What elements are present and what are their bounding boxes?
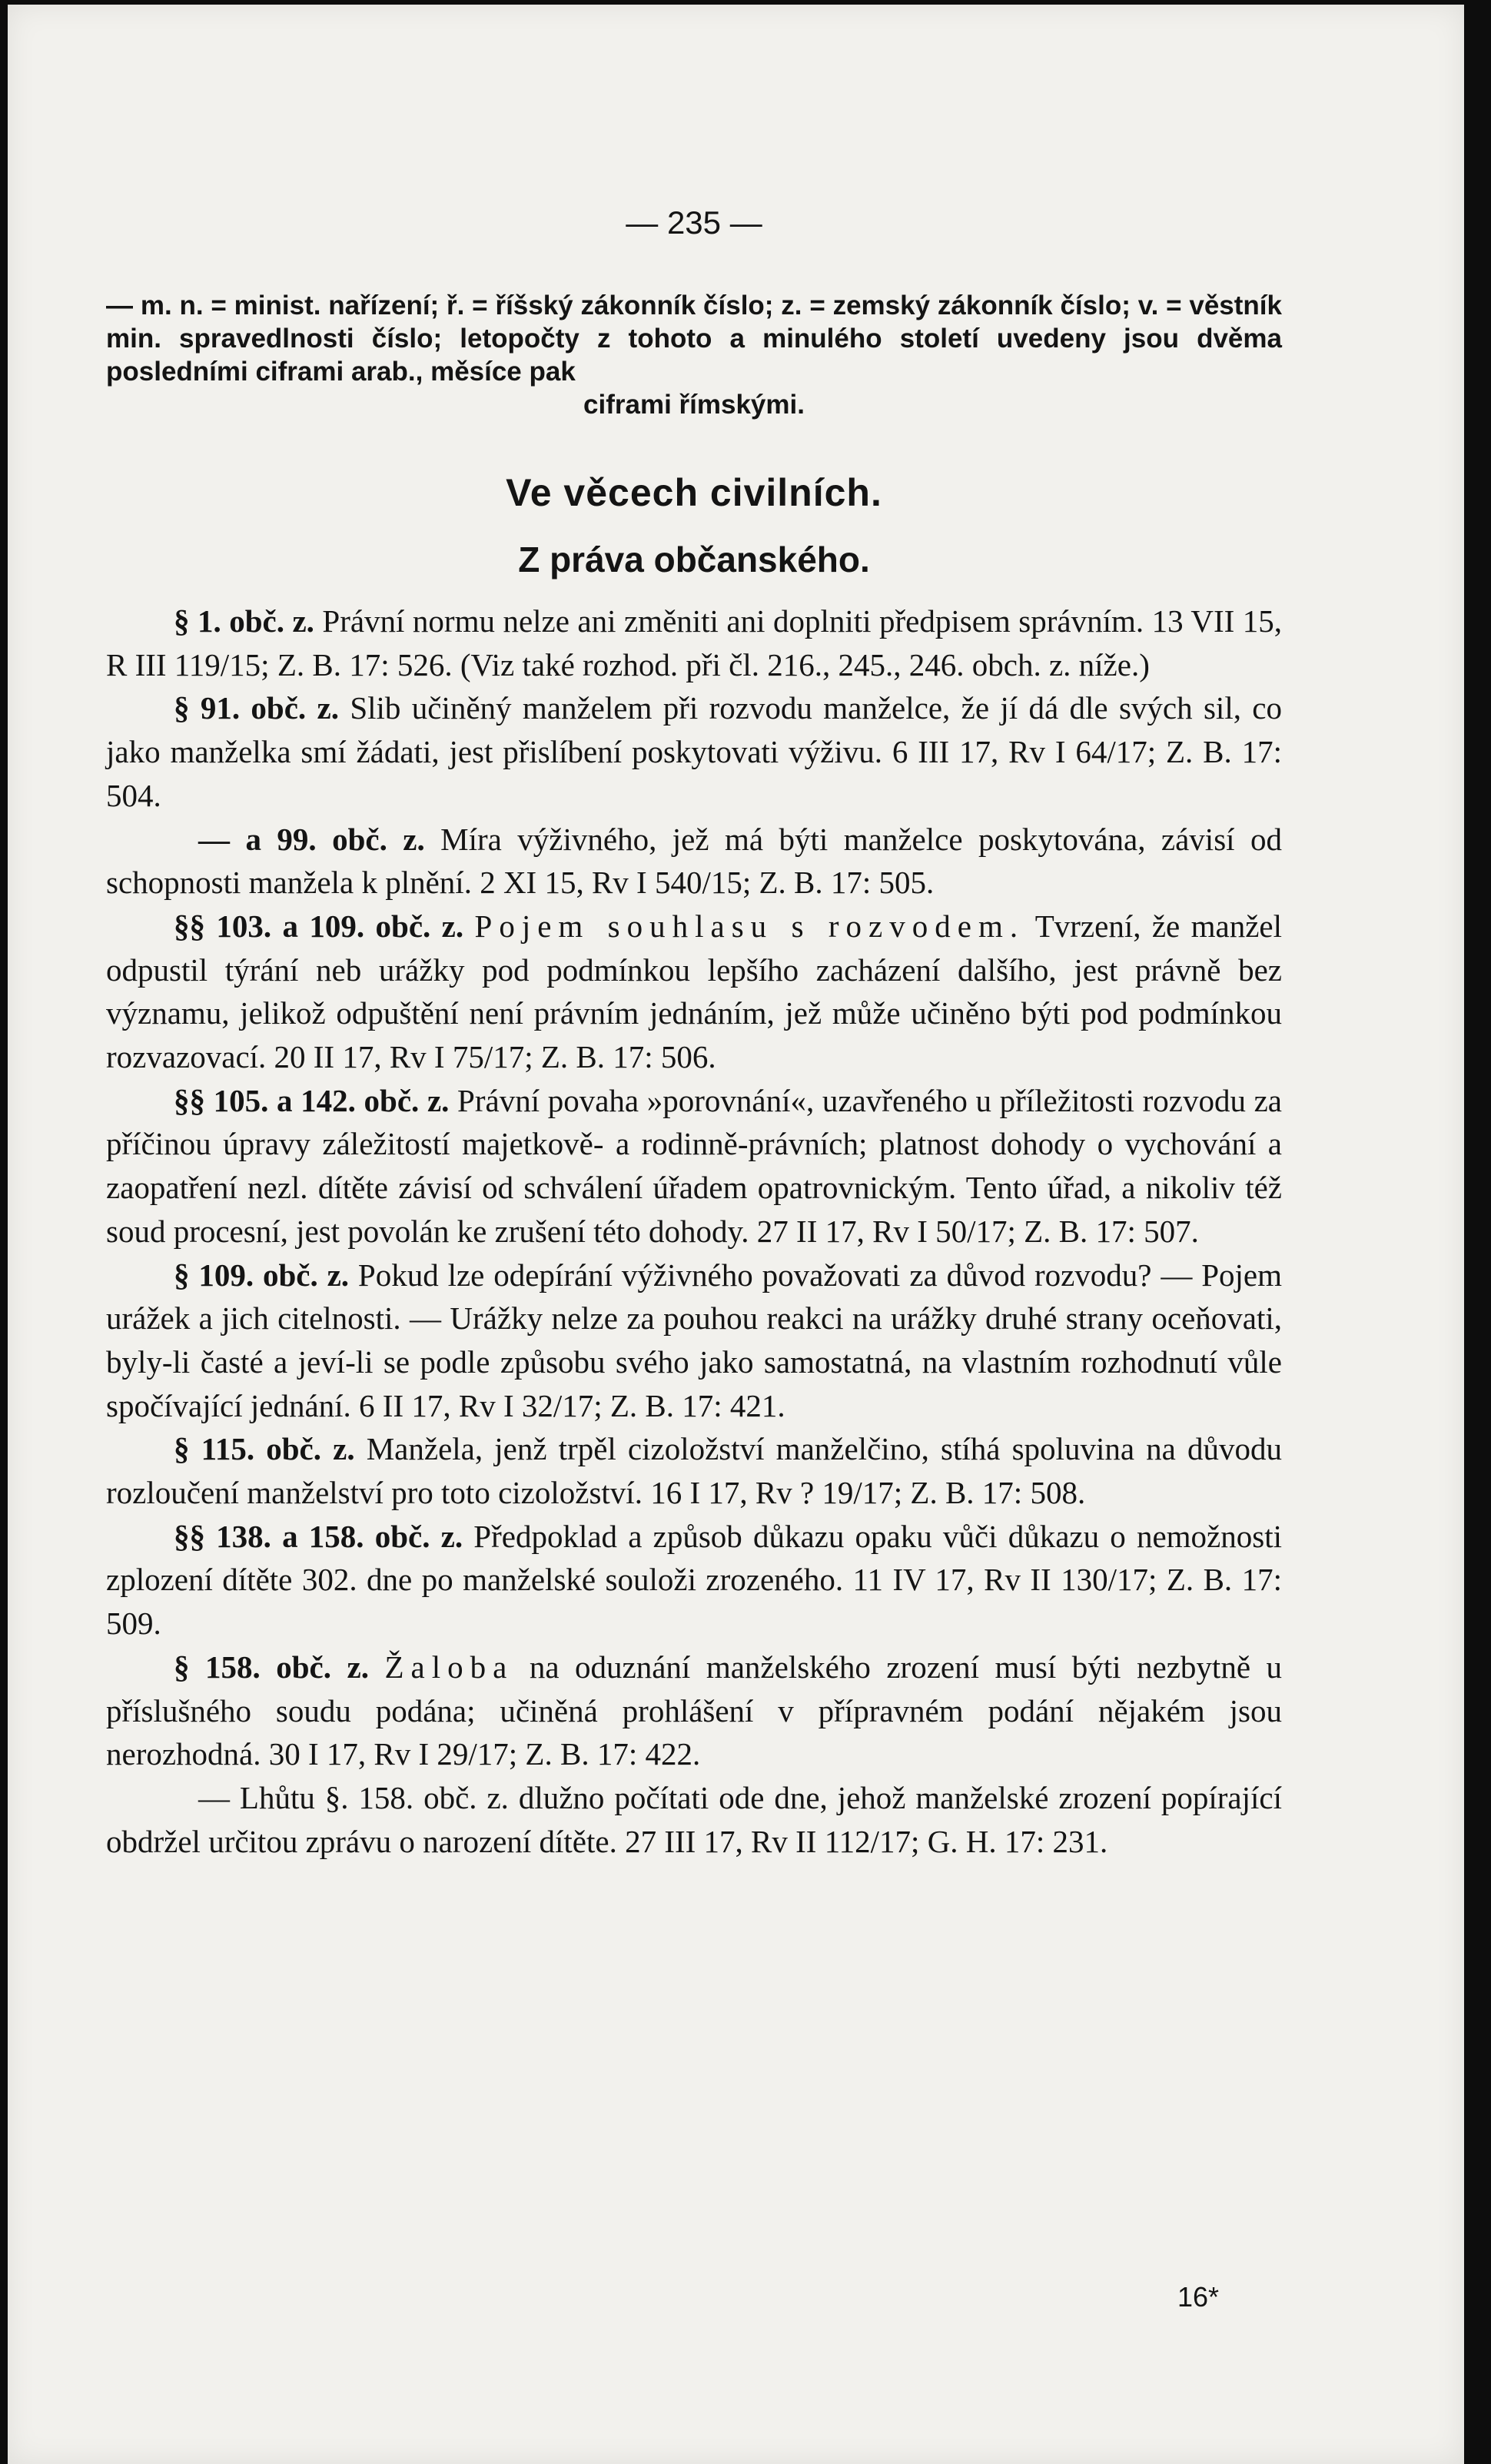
- entry-reference: § 115. obč. z.: [174, 1431, 355, 1467]
- entry-reference: § 158. obč. z.: [174, 1649, 369, 1685]
- entry-spaced-heading: Pojem souhlasu s rozvodem.: [474, 908, 1025, 944]
- entry-reference: § 91. obč. z.: [174, 690, 339, 726]
- case-entry: [106, 1079, 1282, 1254]
- entry-reference: §§ 138. a 158. obč. z.: [174, 1518, 463, 1554]
- entry-text: Slib učiněný manželem při rozvodu manželce, že jí dá dle svých sil, co jako manželka smí žádati, jest přislíbení poskytovati výživu. 6 III 17, Rv I 64/17; Z. B. 17: 504.: [106, 690, 1282, 813]
- entry-text: Předpoklad a způsob důkazu opaku vůči důkazu o nemožnosti zplození dítěte 302. dne po manželské souloži zrozeného. 11 IV 17, Rv II 130/17; Z. B. 17: 509.: [106, 1518, 1282, 1642]
- entry-text: Manžela, jenž trpěl cizoložství manželčino, stíhá spoluvina na důvodu rozloučení manželství pro toto cizoložství. 16 I 17, Rv ? 19/17; Z. B. 17: 508.: [106, 1431, 1282, 1511]
- signature-mark: 16*: [1177, 2281, 1219, 2313]
- entry-text: na oduznání manželského zrození musí býti nezbytně u příslušného soudu podána; učiněná prohlášení v přípravném podání nějakém jsou nerozhodná. 30 I 17, Rv I 29/17; Z. B. 17: 422.: [106, 1649, 1283, 1772]
- entry-text: — Lhůtu §. 158. obč. z. dlužno počítati ode dne, jehož manželské zrození popírající obdržel určitou zprávu o narození dítěte. 27 III 17, Rv II 112/17; G. H. 17: 231.: [106, 1779, 1282, 1859]
- section-title: Ve věcech civilních.: [506, 471, 882, 514]
- case-entries: [106, 599, 1282, 1863]
- entry-reference: §§ 103. a 109. obč. z.: [174, 908, 464, 944]
- entry-reference: § 109. obč. z.: [174, 1257, 350, 1293]
- entry-spaced-heading: Žaloba: [384, 1649, 514, 1685]
- case-entry: [106, 1776, 1282, 1863]
- abbreviations-text: — m. n. = minist. nařízení; ř. = říšský zákonník číslo; z. = zemský zákonník číslo; v. = věstník min. spravedlnosti číslo; letopočty z tohoto a minulého století uvedeny jsou dvěma posledními ciframi arab., měsíce pak: [106, 291, 1282, 387]
- entry-reference: § 1. obč. z.: [174, 603, 314, 639]
- case-entry: [106, 1427, 1282, 1514]
- case-entry: [106, 686, 1282, 817]
- case-entry: [106, 1515, 1282, 1645]
- case-entry: [106, 818, 1282, 905]
- case-entry: [106, 1254, 1282, 1428]
- abbreviations-note: [106, 289, 1282, 421]
- entry-text: Právní normu nelze ani změniti ani doplniti předpisem správním. 13 VII 15, R III 119/15; Z. B. 17: 526. (Viz také rozhod. při čl. 216., 245., 246. obch. z. níže.): [106, 603, 1283, 682]
- entry-reference: §§ 105. a 142. obč. z.: [174, 1082, 450, 1118]
- subsection-title: Z práva občanského.: [518, 540, 870, 579]
- document-page: [8, 5, 1464, 2464]
- entry-text: Právní povaha »porovnání«, uzavřeného u příležitosti rozvodu za příčinou úpravy záležitostí majetkově- a rodinně-právních; platnost dohody o vychování a zaopatření nezl. dítěte závisí od schválení úřadem opatrovnickým. Tento úřad, a nikoliv též soud procesní, jest povolán ke zrušení této dohody. 27 II 17, Rv I 50/17; Z. B. 17: 507.: [106, 1082, 1282, 1249]
- entry-text: Tvrzení, že manžel odpustil týrání neb urážky pod podmínkou lepšího zacházení dalšího, jest právně bez významu, jelikož odpuštění není právním jednáním, jež může učiněno býti pod podmínkou rozvazovací. 20 II 17, Rv I 75/17; Z. B. 17: 506.: [106, 908, 1283, 1075]
- abbreviations-last-line: ciframi římskými.: [583, 390, 805, 420]
- entry-text: Míra výživného, jež má býti manželce poskytována, závisí od schopnosti manžela k plnění. 2 XI 15, Rv I 540/15; Z. B. 17: 505.: [106, 821, 1282, 901]
- case-entry: [106, 599, 1282, 686]
- case-entry: [106, 905, 1282, 1079]
- entry-text: Pokud lze odepírání výživného považovati za důvod rozvodu? — Pojem urážek a jich citelnosti. — Urážky nelze za pouhou reakci na urážky druhé strany oceňovati, byly-li časté a jeví-li se podle způsobu svého jako samostatná, na vlastním rozhodnutí vůle spočívající jednání. 6 II 17, Rv I 32/17; Z. B. 17: 421.: [106, 1257, 1282, 1423]
- page-number: — 235 —: [626, 204, 762, 241]
- case-entry: [106, 1645, 1282, 1776]
- entry-reference: — a 99. obč. z.: [198, 821, 425, 857]
